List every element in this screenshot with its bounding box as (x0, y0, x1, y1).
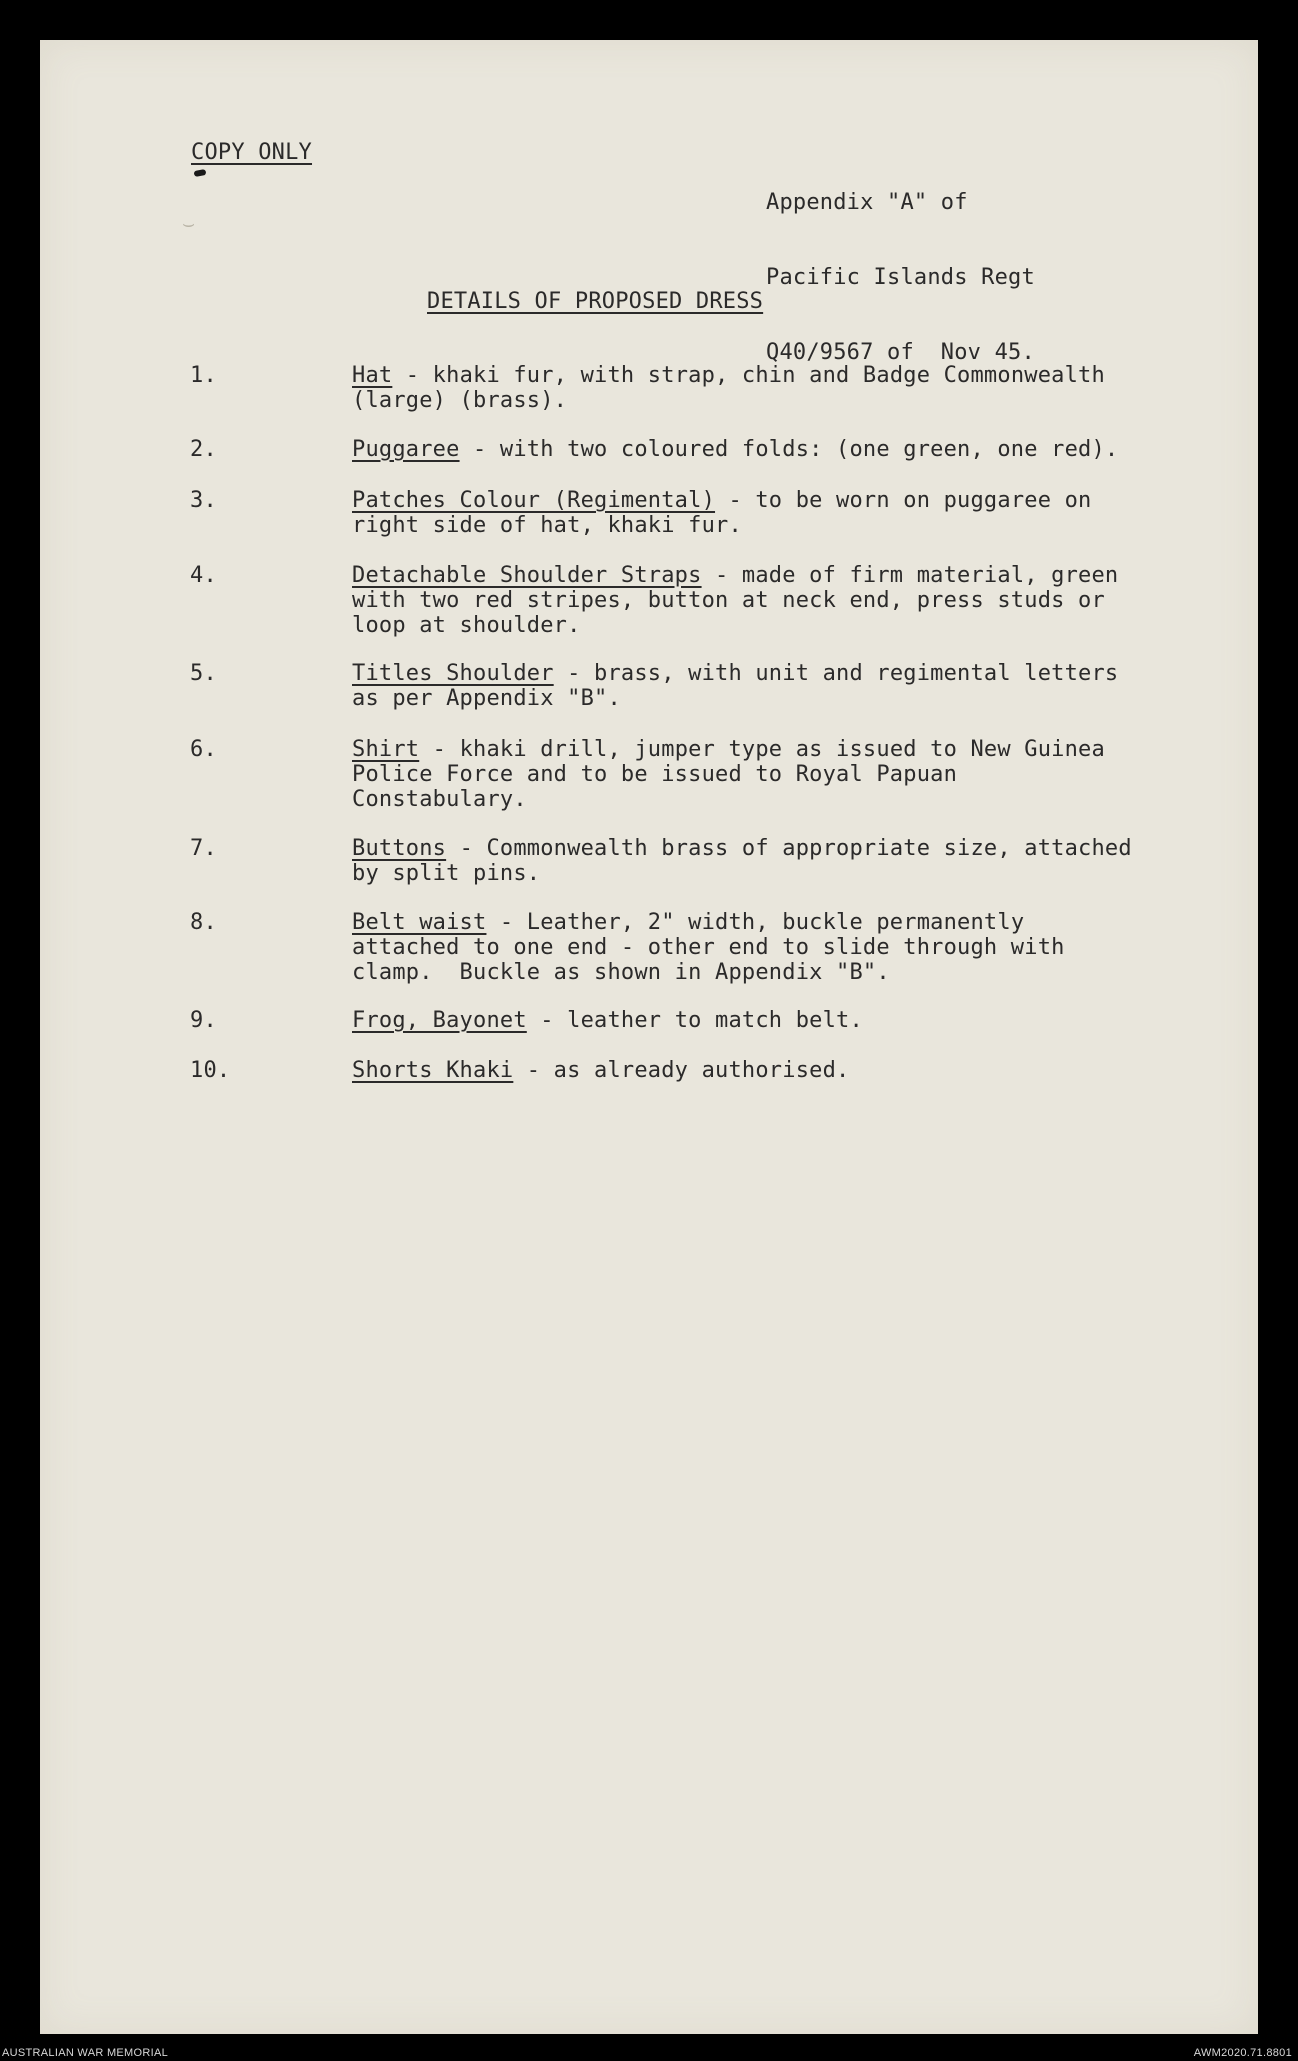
item-description (352, 488, 1232, 538)
item-text: - khaki fur, with strap, chin and Badge Commonwealth (392, 363, 1105, 388)
item-line: clamp. Buckle as shown in Appendix "B". (352, 960, 890, 985)
item-text: - khaki drill, jumper type as issued to New Guinea (419, 737, 1105, 762)
item-heading: Puggaree (352, 437, 460, 462)
punch-hole-mark (194, 169, 207, 177)
item-line: as per Appendix "B". (352, 686, 621, 711)
item-description (352, 737, 1232, 812)
appendix-line: Appendix "A" of (766, 190, 968, 215)
footer-accession-number: AWM2020.71.8801 (1193, 2047, 1292, 2059)
item-description (352, 1008, 1232, 1033)
document-page (40, 40, 1258, 2034)
item-line: Police Force and to be issued to Royal Papuan (352, 762, 958, 787)
item-line: right side of hat, khaki fur. (352, 513, 742, 538)
item-heading: Hat (352, 363, 393, 388)
paper-crease-mark: ⌣ (182, 211, 196, 235)
item-line: with two red stripes, button at neck end, press studs or (352, 588, 1105, 613)
item-number: 2. (190, 437, 217, 462)
item-heading: Belt waist (352, 910, 487, 935)
item-text: - as already authorised. (513, 1058, 850, 1083)
item-line: by split pins. (352, 861, 541, 886)
item-description (352, 836, 1232, 886)
item-text: - made of firm material, green (701, 563, 1119, 588)
footer-institution: AUSTRALIAN WAR MEMORIAL (2, 2047, 169, 2059)
document-title: DETAILS OF PROPOSED DRESS (427, 289, 764, 314)
item-description (352, 910, 1232, 985)
item-number: 6. (190, 737, 217, 762)
item-number: 3. (190, 488, 217, 513)
item-text: - leather to match belt. (526, 1008, 863, 1033)
item-description (352, 1058, 1232, 1083)
item-number: 7. (190, 836, 217, 861)
item-heading: Detachable Shoulder Straps (352, 563, 702, 588)
item-description (352, 661, 1232, 711)
item-heading: Buttons (352, 836, 447, 861)
item-number: 5. (190, 661, 217, 686)
item-line (352, 661, 1232, 686)
item-text: - with two coloured folds: (one green, one red). (459, 437, 1119, 462)
item-line (352, 737, 1232, 762)
item-heading: Patches Colour (Regimental) (352, 488, 716, 513)
appendix-reference (766, 140, 1035, 390)
item-line (352, 836, 1232, 861)
item-description (352, 363, 1232, 413)
item-heading: Shirt (352, 737, 420, 762)
item-text: - Leather, 2" width, buckle permanently (486, 910, 1025, 935)
item-line (352, 1008, 1232, 1033)
item-number: 10. (190, 1058, 231, 1083)
item-heading: Titles Shoulder (352, 661, 554, 686)
item-text: - brass, with unit and regimental letters (553, 661, 1119, 686)
item-number: 8. (190, 910, 217, 935)
item-line: loop at shoulder. (352, 613, 581, 638)
item-text: - Commonwealth brass of appropriate size, attached (446, 836, 1132, 861)
item-line: attached to one end - other end to slide through with (352, 935, 1065, 960)
appendix-line: Pacific Islands Regt (766, 265, 1035, 290)
item-line (352, 1058, 1232, 1083)
item-description (352, 563, 1232, 638)
item-heading: Shorts Khaki (352, 1058, 514, 1083)
item-line: Constabulary. (352, 787, 527, 812)
item-line: (large) (brass). (352, 388, 568, 413)
item-line (352, 363, 1232, 388)
item-text: - to be worn on puggaree on (715, 488, 1092, 513)
copy-only-label: COPY ONLY (191, 140, 313, 165)
item-line (352, 563, 1232, 588)
item-description (352, 437, 1232, 462)
item-heading: Frog, Bayonet (352, 1008, 527, 1033)
item-line (352, 910, 1232, 935)
item-number: 4. (190, 563, 217, 588)
item-number: 9. (190, 1008, 217, 1033)
item-line (352, 488, 1232, 513)
appendix-line: Q40/9567 of Nov 45. (766, 340, 1035, 365)
item-number: 1. (190, 363, 217, 388)
item-line (352, 437, 1232, 462)
